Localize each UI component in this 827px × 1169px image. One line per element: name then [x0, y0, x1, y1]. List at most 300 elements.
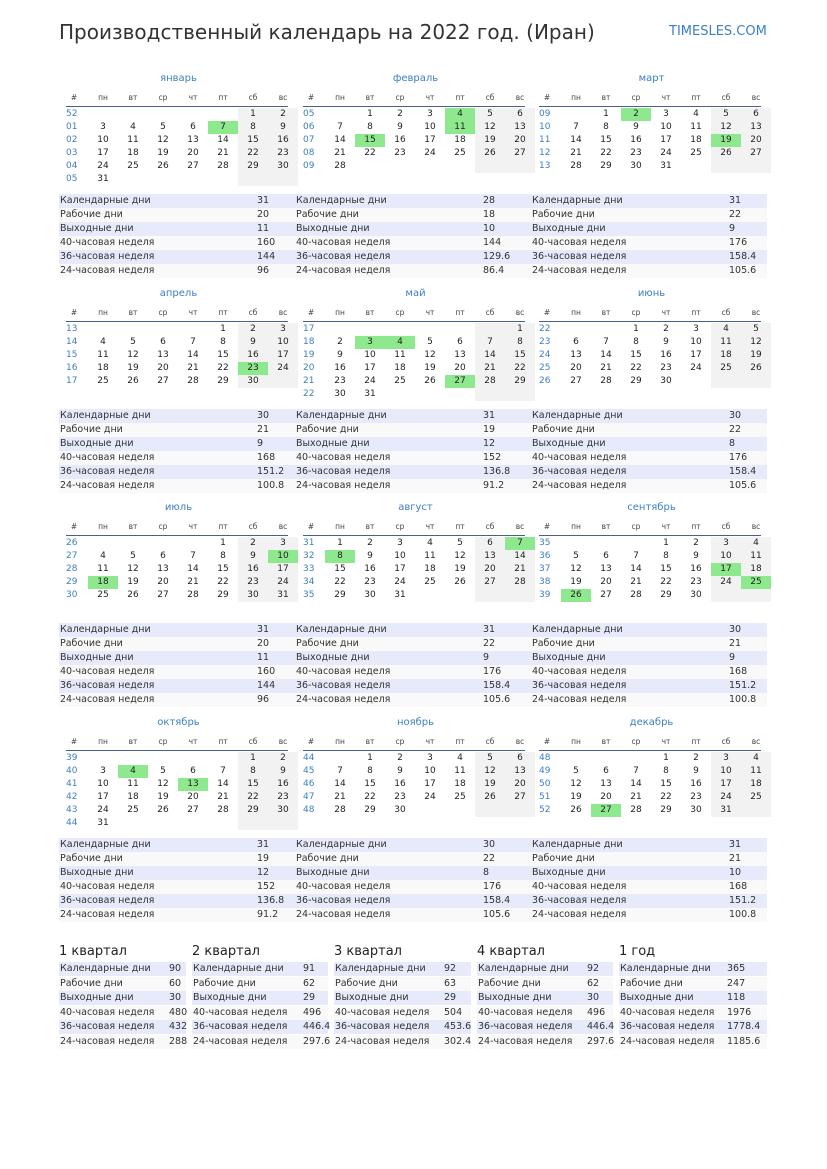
day-cell[interactable]: 16 — [394, 779, 406, 789]
day-cell[interactable]: 25 — [97, 376, 109, 386]
day-cell[interactable]: 30 — [394, 805, 406, 815]
day-cell[interactable]: 14 — [505, 550, 535, 563]
day-cell[interactable]: 18 — [127, 148, 139, 158]
day-cell[interactable]: 9 — [268, 121, 298, 134]
day-cell[interactable]: 27 — [445, 375, 475, 388]
day-cell[interactable]: 29 — [505, 375, 535, 388]
day-cell[interactable]: 5 — [573, 766, 579, 776]
day-cell[interactable]: 29 — [660, 805, 672, 815]
day-cell[interactable]: 14 — [600, 350, 612, 360]
day-cell[interactable]: 7 — [190, 551, 196, 561]
day-cell[interactable]: 12 — [475, 765, 505, 778]
day-cell[interactable]: 2 — [397, 753, 403, 763]
day-cell[interactable]: 15 — [364, 779, 376, 789]
day-cell[interactable]: 13 — [178, 778, 208, 791]
day-cell[interactable]: 16 — [394, 135, 406, 145]
day-cell[interactable]: 12 — [127, 564, 139, 574]
day-cell[interactable]: 23 — [268, 791, 298, 804]
day-cell[interactable]: 31 — [711, 804, 741, 817]
day-cell[interactable]: 25 — [424, 577, 436, 587]
day-cell[interactable]: 28 — [187, 376, 199, 386]
day-cell[interactable]: 8 — [603, 122, 609, 132]
day-cell[interactable]: 15 — [238, 134, 268, 147]
day-cell[interactable]: 15 — [630, 350, 642, 360]
day-cell[interactable]: 14 — [570, 135, 582, 145]
day-cell[interactable]: 14 — [187, 564, 199, 574]
day-cell[interactable]: 28 — [187, 590, 199, 600]
day-cell[interactable]: 21 — [505, 563, 535, 576]
day-cell[interactable]: 3 — [268, 537, 298, 550]
day-cell[interactable]: 14 — [630, 564, 642, 574]
day-cell[interactable]: 27 — [187, 805, 199, 815]
day-cell[interactable]: 26 — [454, 577, 466, 587]
day-cell[interactable]: 13 — [570, 350, 582, 360]
day-cell[interactable]: 15 — [217, 350, 229, 360]
day-cell[interactable]: 21 — [334, 148, 346, 158]
day-cell[interactable]: 21 — [600, 363, 612, 373]
day-cell[interactable]: 14 — [334, 779, 346, 789]
day-cell[interactable]: 7 — [190, 337, 196, 347]
day-cell[interactable]: 6 — [741, 108, 771, 121]
day-cell[interactable]: 14 — [217, 135, 229, 145]
day-cell[interactable]: 2 — [693, 538, 699, 548]
day-cell[interactable]: 22 — [364, 148, 376, 158]
day-cell[interactable]: 10 — [97, 779, 109, 789]
day-cell[interactable]: 23 — [660, 363, 672, 373]
day-cell[interactable]: 2 — [268, 752, 298, 765]
day-cell[interactable]: 7 — [505, 537, 535, 550]
day-cell[interactable]: 21 — [217, 148, 229, 158]
day-cell[interactable]: 11 — [127, 135, 139, 145]
day-cell[interactable]: 12 — [741, 336, 771, 349]
day-cell[interactable]: 31 — [97, 174, 109, 184]
day-cell[interactable]: 19 — [711, 134, 741, 147]
day-cell[interactable]: 20 — [475, 563, 505, 576]
day-cell[interactable]: 11 — [454, 766, 466, 776]
day-cell[interactable]: 4 — [445, 108, 475, 121]
day-cell[interactable]: 27 — [157, 590, 169, 600]
day-cell[interactable]: 23 — [334, 376, 346, 386]
day-cell[interactable]: 1 — [220, 324, 226, 334]
day-cell[interactable]: 23 — [690, 577, 702, 587]
day-cell[interactable]: 22 — [238, 147, 268, 160]
day-cell[interactable]: 8 — [238, 121, 268, 134]
day-cell[interactable]: 4 — [385, 336, 415, 349]
day-cell[interactable]: 23 — [238, 362, 268, 375]
day-cell[interactable]: 21 — [217, 792, 229, 802]
day-cell[interactable]: 26 — [127, 590, 139, 600]
day-cell[interactable]: 6 — [475, 537, 505, 550]
day-cell[interactable]: 3 — [427, 109, 433, 119]
day-cell[interactable]: 11 — [741, 765, 771, 778]
day-cell[interactable]: 9 — [633, 122, 639, 132]
day-cell[interactable]: 2 — [397, 109, 403, 119]
day-cell[interactable]: 7 — [573, 122, 579, 132]
day-cell[interactable]: 5 — [427, 337, 433, 347]
day-cell[interactable]: 27 — [187, 161, 199, 171]
day-cell[interactable]: 6 — [457, 337, 463, 347]
day-cell[interactable]: 19 — [570, 792, 582, 802]
day-cell[interactable]: 28 — [334, 805, 346, 815]
day-cell[interactable]: 5 — [160, 766, 166, 776]
day-cell[interactable]: 5 — [160, 122, 166, 132]
day-cell[interactable]: 24 — [690, 363, 702, 373]
day-cell[interactable]: 7 — [633, 551, 639, 561]
day-cell[interactable]: 9 — [693, 551, 699, 561]
day-cell[interactable]: 12 — [475, 121, 505, 134]
day-cell[interactable]: 4 — [100, 337, 106, 347]
day-cell[interactable]: 15 — [238, 778, 268, 791]
day-cell[interactable]: 8 — [663, 551, 669, 561]
day-cell[interactable]: 30 — [238, 589, 268, 602]
day-cell[interactable]: 2 — [238, 537, 268, 550]
day-cell[interactable]: 7 — [337, 122, 343, 132]
day-cell[interactable]: 1 — [663, 538, 669, 548]
day-cell[interactable]: 25 — [97, 590, 109, 600]
day-cell[interactable]: 24 — [268, 362, 298, 375]
day-cell[interactable]: 11 — [424, 551, 436, 561]
day-cell[interactable]: 19 — [454, 564, 466, 574]
day-cell[interactable]: 20 — [570, 363, 582, 373]
day-cell[interactable]: 27 — [505, 147, 535, 160]
day-cell[interactable]: 22 — [238, 791, 268, 804]
day-cell[interactable]: 5 — [711, 108, 741, 121]
day-cell[interactable]: 25 — [394, 376, 406, 386]
day-cell[interactable]: 20 — [157, 577, 169, 587]
day-cell[interactable]: 29 — [600, 161, 612, 171]
day-cell[interactable]: 11 — [690, 122, 702, 132]
day-cell[interactable]: 9 — [268, 765, 298, 778]
day-cell[interactable]: 1 — [603, 109, 609, 119]
day-cell[interactable]: 22 — [505, 362, 535, 375]
day-cell[interactable]: 17 — [364, 363, 376, 373]
day-cell[interactable]: 27 — [591, 804, 621, 817]
day-cell[interactable]: 7 — [337, 766, 343, 776]
day-cell[interactable]: 30 — [690, 590, 702, 600]
day-cell[interactable]: 22 — [217, 577, 229, 587]
day-cell[interactable]: 28 — [505, 576, 535, 589]
day-cell[interactable]: 3 — [693, 324, 699, 334]
day-cell[interactable]: 12 — [570, 564, 582, 574]
day-cell[interactable]: 26 — [741, 362, 771, 375]
day-cell[interactable]: 13 — [187, 135, 199, 145]
day-cell[interactable]: 10 — [364, 350, 376, 360]
day-cell[interactable]: 21 — [630, 577, 642, 587]
day-cell[interactable]: 14 — [217, 779, 229, 789]
day-cell[interactable]: 14 — [475, 349, 505, 362]
day-cell[interactable]: 12 — [157, 779, 169, 789]
day-cell[interactable]: 2 — [663, 324, 669, 334]
day-cell[interactable]: 19 — [127, 363, 139, 373]
day-cell[interactable]: 17 — [711, 778, 741, 791]
day-cell[interactable]: 17 — [394, 564, 406, 574]
day-cell[interactable]: 1 — [238, 108, 268, 121]
day-cell[interactable]: 24 — [97, 161, 109, 171]
day-cell[interactable]: 4 — [427, 538, 433, 548]
day-cell[interactable]: 3 — [268, 323, 298, 336]
day-cell[interactable]: 6 — [160, 337, 166, 347]
day-cell[interactable]: 26 — [711, 147, 741, 160]
day-cell[interactable]: 1 — [505, 323, 535, 336]
day-cell[interactable]: 21 — [187, 577, 199, 587]
day-cell[interactable]: 12 — [711, 121, 741, 134]
day-cell[interactable]: 4 — [100, 551, 106, 561]
day-cell[interactable]: 5 — [130, 551, 136, 561]
day-cell[interactable]: 26 — [475, 147, 505, 160]
day-cell[interactable]: 31 — [97, 818, 109, 828]
day-cell[interactable]: 16 — [660, 350, 672, 360]
day-cell[interactable]: 20 — [505, 134, 535, 147]
day-cell[interactable]: 2 — [367, 538, 373, 548]
day-cell[interactable]: 4 — [118, 765, 148, 778]
day-cell[interactable]: 10 — [424, 766, 436, 776]
day-cell[interactable]: 31 — [364, 389, 376, 399]
day-cell[interactable]: 4 — [741, 752, 771, 765]
day-cell[interactable]: 11 — [711, 336, 741, 349]
day-cell[interactable]: 23 — [238, 576, 268, 589]
day-cell[interactable]: 20 — [187, 792, 199, 802]
day-cell[interactable]: 15 — [660, 564, 672, 574]
day-cell[interactable]: 29 — [630, 376, 642, 386]
day-cell[interactable]: 15 — [334, 564, 346, 574]
day-cell[interactable]: 25 — [127, 161, 139, 171]
day-cell[interactable]: 22 — [364, 792, 376, 802]
day-cell[interactable]: 7 — [208, 121, 238, 134]
day-cell[interactable]: 14 — [187, 350, 199, 360]
day-cell[interactable]: 24 — [711, 791, 741, 804]
day-cell[interactable]: 4 — [693, 109, 699, 119]
day-cell[interactable]: 20 — [600, 577, 612, 587]
day-cell[interactable]: 25 — [711, 362, 741, 375]
day-cell[interactable]: 23 — [364, 577, 376, 587]
day-cell[interactable]: 16 — [238, 349, 268, 362]
day-cell[interactable]: 16 — [690, 564, 702, 574]
day-cell[interactable]: 9 — [337, 350, 343, 360]
day-cell[interactable]: 17 — [268, 349, 298, 362]
day-cell[interactable]: 19 — [424, 363, 436, 373]
day-cell[interactable]: 12 — [127, 350, 139, 360]
day-cell[interactable]: 25 — [741, 791, 771, 804]
day-cell[interactable]: 6 — [505, 108, 535, 121]
day-cell[interactable]: 18 — [97, 363, 109, 373]
day-cell[interactable]: 7 — [603, 337, 609, 347]
day-cell[interactable]: 18 — [454, 135, 466, 145]
day-cell[interactable]: 9 — [663, 337, 669, 347]
day-cell[interactable]: 17 — [711, 563, 741, 576]
day-cell[interactable]: 26 — [424, 376, 436, 386]
day-cell[interactable]: 30 — [238, 375, 268, 388]
day-cell[interactable]: 29 — [334, 590, 346, 600]
day-cell[interactable]: 2 — [268, 108, 298, 121]
day-cell[interactable]: 15 — [217, 564, 229, 574]
day-cell[interactable]: 25 — [741, 576, 771, 589]
day-cell[interactable]: 8 — [505, 336, 535, 349]
day-cell[interactable]: 3 — [100, 766, 106, 776]
day-cell[interactable]: 22 — [217, 363, 229, 373]
day-cell[interactable]: 16 — [268, 134, 298, 147]
day-cell[interactable]: 25 — [454, 148, 466, 158]
day-cell[interactable]: 27 — [475, 576, 505, 589]
day-cell[interactable]: 7 — [220, 766, 226, 776]
day-cell[interactable]: 27 — [600, 590, 612, 600]
day-cell[interactable]: 4 — [711, 323, 741, 336]
day-cell[interactable]: 5 — [741, 323, 771, 336]
day-cell[interactable]: 13 — [157, 564, 169, 574]
day-cell[interactable]: 17 — [424, 135, 436, 145]
day-cell[interactable]: 9 — [238, 336, 268, 349]
day-cell[interactable]: 30 — [660, 376, 672, 386]
day-cell[interactable]: 15 — [660, 779, 672, 789]
day-cell[interactable]: 19 — [741, 349, 771, 362]
day-cell[interactable]: 16 — [268, 778, 298, 791]
day-cell[interactable]: 5 — [457, 538, 463, 548]
day-cell[interactable]: 17 — [268, 563, 298, 576]
day-cell[interactable]: 29 — [364, 805, 376, 815]
day-cell[interactable]: 31 — [394, 590, 406, 600]
day-cell[interactable]: 13 — [157, 350, 169, 360]
day-cell[interactable]: 27 — [741, 147, 771, 160]
day-cell[interactable]: 19 — [475, 778, 505, 791]
day-cell[interactable]: 15 — [355, 134, 385, 147]
day-cell[interactable]: 22 — [334, 577, 346, 587]
day-cell[interactable]: 9 — [397, 766, 403, 776]
day-cell[interactable]: 20 — [600, 792, 612, 802]
day-cell[interactable]: 29 — [217, 590, 229, 600]
day-cell[interactable]: 17 — [660, 135, 672, 145]
day-cell[interactable]: 3 — [355, 336, 385, 349]
day-cell[interactable]: 2 — [337, 337, 343, 347]
day-cell[interactable]: 30 — [630, 161, 642, 171]
day-cell[interactable]: 6 — [573, 337, 579, 347]
day-cell[interactable]: 25 — [454, 792, 466, 802]
day-cell[interactable]: 28 — [600, 376, 612, 386]
day-cell[interactable]: 20 — [741, 134, 771, 147]
day-cell[interactable]: 11 — [127, 779, 139, 789]
day-cell[interactable]: 27 — [505, 791, 535, 804]
day-cell[interactable]: 12 — [424, 350, 436, 360]
day-cell[interactable]: 16 — [334, 363, 346, 373]
day-cell[interactable]: 3 — [100, 122, 106, 132]
day-cell[interactable]: 17 — [97, 148, 109, 158]
day-cell[interactable]: 1 — [367, 109, 373, 119]
day-cell[interactable]: 11 — [97, 564, 109, 574]
day-cell[interactable]: 28 — [475, 375, 505, 388]
day-cell[interactable]: 4 — [130, 122, 136, 132]
day-cell[interactable]: 13 — [741, 121, 771, 134]
day-cell[interactable]: 6 — [190, 122, 196, 132]
day-cell[interactable]: 30 — [364, 590, 376, 600]
day-cell[interactable]: 10 — [660, 122, 672, 132]
day-cell[interactable]: 20 — [505, 778, 535, 791]
day-cell[interactable]: 18 — [88, 576, 118, 589]
day-cell[interactable]: 10 — [394, 551, 406, 561]
day-cell[interactable]: 8 — [220, 337, 226, 347]
day-cell[interactable]: 23 — [690, 792, 702, 802]
day-cell[interactable]: 22 — [660, 792, 672, 802]
day-cell[interactable]: 10 — [711, 765, 741, 778]
day-cell[interactable]: 9 — [397, 122, 403, 132]
day-cell[interactable]: 5 — [130, 337, 136, 347]
day-cell[interactable]: 26 — [561, 589, 591, 602]
day-cell[interactable]: 30 — [690, 805, 702, 815]
day-cell[interactable]: 21 — [334, 792, 346, 802]
day-cell[interactable]: 27 — [157, 376, 169, 386]
day-cell[interactable]: 21 — [475, 362, 505, 375]
day-cell[interactable]: 11 — [394, 350, 406, 360]
day-cell[interactable]: 6 — [603, 551, 609, 561]
day-cell[interactable]: 26 — [157, 161, 169, 171]
day-cell[interactable]: 26 — [475, 791, 505, 804]
day-cell[interactable]: 24 — [97, 805, 109, 815]
day-cell[interactable]: 29 — [660, 590, 672, 600]
day-cell[interactable]: 17 — [690, 350, 702, 360]
day-cell[interactable]: 10 — [97, 135, 109, 145]
day-cell[interactable]: 20 — [157, 363, 169, 373]
day-cell[interactable]: 1 — [663, 753, 669, 763]
day-cell[interactable]: 4 — [741, 537, 771, 550]
day-cell[interactable]: 18 — [127, 792, 139, 802]
day-cell[interactable]: 13 — [600, 564, 612, 574]
day-cell[interactable]: 13 — [475, 550, 505, 563]
day-cell[interactable]: 19 — [475, 134, 505, 147]
day-cell[interactable]: 28 — [334, 161, 346, 171]
day-cell[interactable]: 7 — [475, 336, 505, 349]
day-cell[interactable]: 3 — [663, 109, 669, 119]
day-cell[interactable]: 11 — [97, 350, 109, 360]
day-cell[interactable]: 24 — [711, 576, 741, 589]
day-cell[interactable]: 31 — [660, 161, 672, 171]
day-cell[interactable]: 13 — [454, 350, 466, 360]
day-cell[interactable]: 19 — [157, 148, 169, 158]
day-cell[interactable]: 4 — [457, 753, 463, 763]
day-cell[interactable]: 18 — [741, 563, 771, 576]
day-cell[interactable]: 8 — [367, 122, 373, 132]
day-cell[interactable]: 20 — [187, 148, 199, 158]
day-cell[interactable]: 26 — [157, 805, 169, 815]
day-cell[interactable]: 19 — [127, 577, 139, 587]
day-cell[interactable]: 6 — [505, 752, 535, 765]
day-cell[interactable]: 12 — [157, 135, 169, 145]
day-cell[interactable]: 26 — [570, 805, 582, 815]
day-cell[interactable]: 24 — [364, 376, 376, 386]
day-cell[interactable]: 13 — [505, 765, 535, 778]
day-cell[interactable]: 2 — [693, 753, 699, 763]
day-cell[interactable]: 10 — [268, 336, 298, 349]
day-cell[interactable]: 11 — [445, 121, 475, 134]
day-cell[interactable]: 6 — [190, 766, 196, 776]
day-cell[interactable]: 6 — [603, 766, 609, 776]
day-cell[interactable]: 1 — [337, 538, 343, 548]
day-cell[interactable]: 24 — [424, 148, 436, 158]
day-cell[interactable]: 18 — [394, 363, 406, 373]
day-cell[interactable]: 30 — [268, 804, 298, 817]
day-cell[interactable]: 21 — [570, 148, 582, 158]
day-cell[interactable]: 28 — [630, 590, 642, 600]
day-cell[interactable]: 3 — [397, 538, 403, 548]
day-cell[interactable]: 23 — [268, 147, 298, 160]
day-cell[interactable]: 21 — [187, 363, 199, 373]
day-cell[interactable]: 8 — [238, 765, 268, 778]
day-cell[interactable]: 3 — [427, 753, 433, 763]
day-cell[interactable]: 16 — [690, 779, 702, 789]
day-cell[interactable]: 18 — [711, 349, 741, 362]
day-cell[interactable]: 23 — [630, 148, 642, 158]
day-cell[interactable]: 2 — [238, 323, 268, 336]
day-cell[interactable]: 25 — [690, 148, 702, 158]
day-cell[interactable]: 29 — [217, 376, 229, 386]
day-cell[interactable]: 8 — [633, 337, 639, 347]
day-cell[interactable]: 3 — [711, 752, 741, 765]
